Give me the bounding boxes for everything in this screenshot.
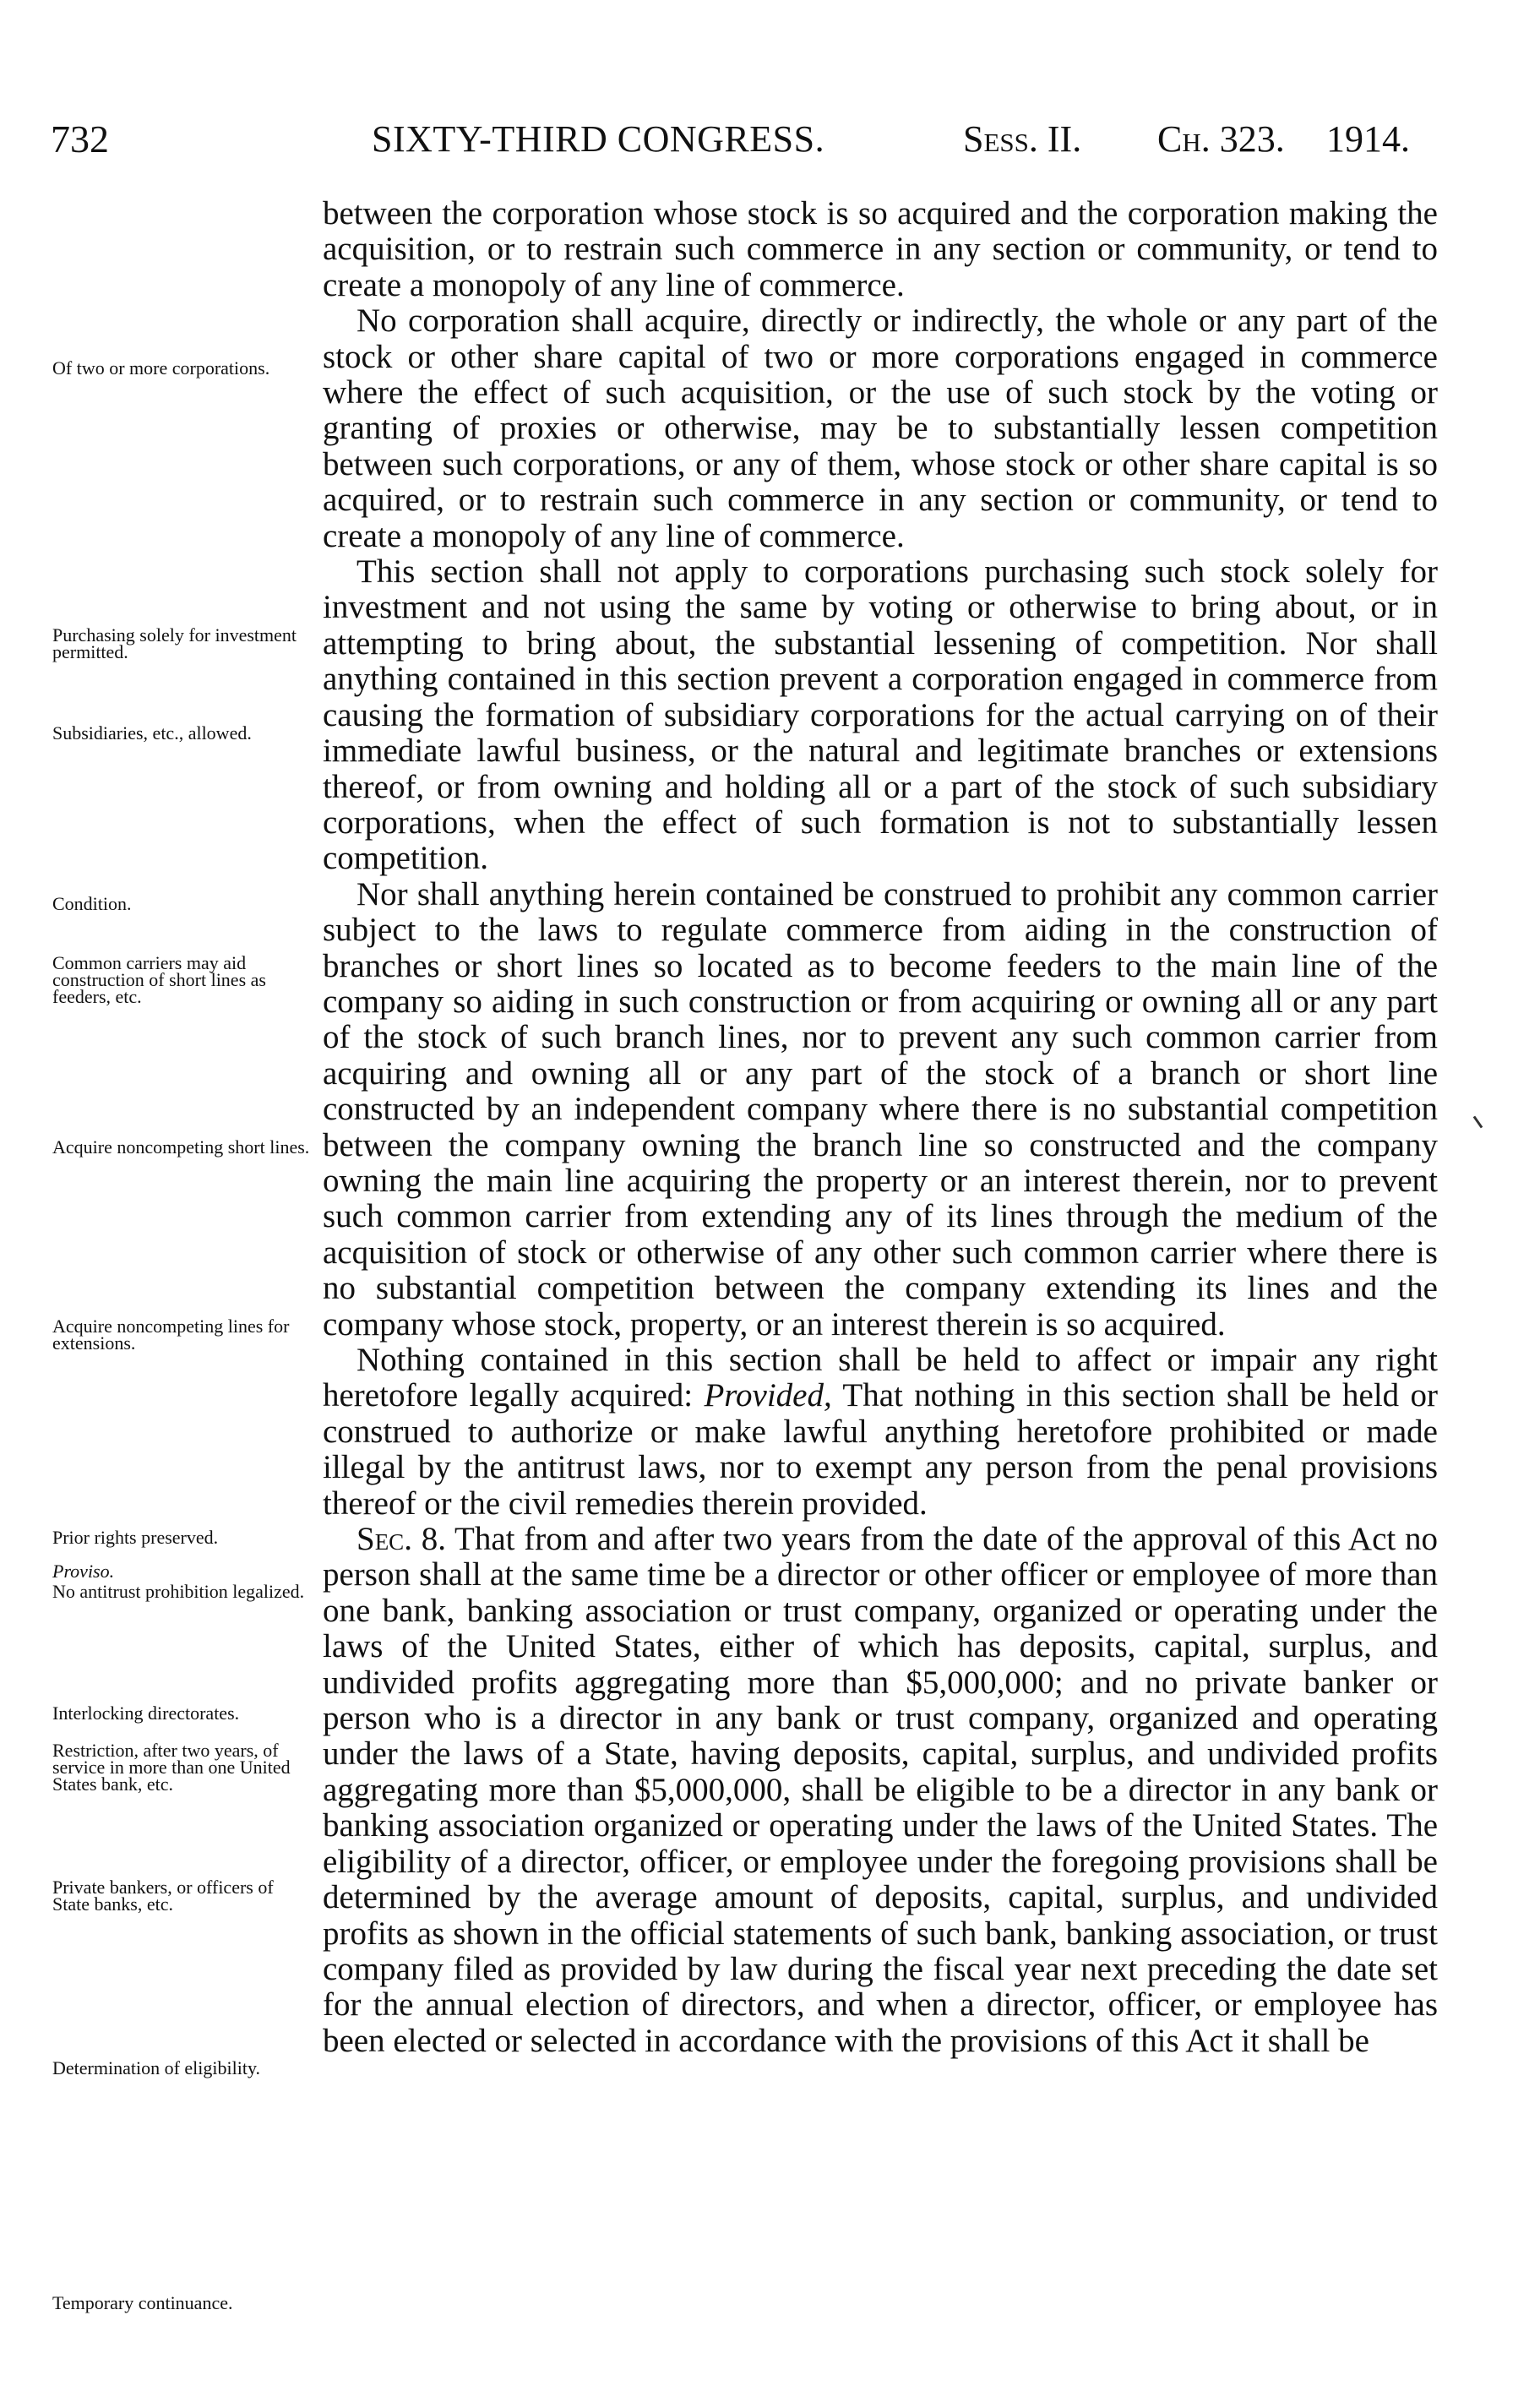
statute-text: [323, 196, 1438, 2059]
paragraph-prior-rights: [323, 1343, 1438, 1522]
header-session: Sess. II.: [963, 118, 1082, 160]
proviso-note: Proviso.: [52, 1561, 115, 1582]
section-number: Sec. 8.: [356, 1521, 446, 1558]
header-chapter: Ch. 323.: [1157, 118, 1285, 160]
margin-note-determination: Determination of eligibility.: [52, 2057, 261, 2078]
paragraph-acquisition-two-or-more: No corporation shall acquire, directly or indirectly, the whole or any part of the stock or other share capital of two or more corporations engaged in commerce where the effect of such acquisition, or the use of such stock by the voting or granting of proxies or otherwise, may be to substantially lessen competition between such corporations, or any of them, whose stock or other share capital is so acquired, or to restrain such commerce in any section or community, or tend to create a monopoly of any line of commerce.: [323, 302, 1438, 554]
paragraph-investment-subsidiaries: This section shall not apply to corporations purchasing such stock solely for investment and not using the same by voting or otherwise to bring about, or in attempting to bring about, the substantial lessening of competition. Nor shall anything contained in this section prevent a corporation engaged in commerce from causing the formation of subsidiary corporations for the actual carrying on of their immediate lawful business, or the natural and legitimate branches or extensions thereof, or from owning and holding all or a part of the stock of such subsidiary corporations, when the effect of such formation is not to substantially lessen competition.: [323, 553, 1438, 877]
margin-note-common-carriers: Common carriers may aid construction of short lines as feeders, etc.: [52, 952, 266, 1007]
margin-note-interlocking: Interlocking directorates.: [52, 1702, 240, 1724]
section-8-text: That from and after two years from the date of the approval of this Act no person shall at the same time be a director or other officer or employee of more than one bank, banking association or trust company, organized or operating under the laws of the United States, either of which has deposits, capital, surplus, and undivided profits aggregating more than $5,000,000; and no private banker or person who is a director in any bank or trust company, organized and operating under the laws of a State, having deposits, capital, surplus, and undivided profits aggregating more than $5,000,000, shall be eligible to be a director in any bank or banking association organized or operating under the laws of the United States. The eligibility of a director, officer, or employee under the foregoing provisions shall be determined by the average amount of deposits, capital, surplus, and undivided profits as shown in the official statements of such bank, banking association, or trust company filed as provided by law during the fiscal year next preceding the date set for the annual election of directors, and when a director, officer, or employee has been elected or selected in accordance with the provisions of this Act it shall be: [323, 1521, 1438, 2059]
margin-note-proviso: [52, 1563, 310, 1580]
paragraph-common-carriers: Nor shall anything herein contained be construed to prohibit any common carrier subject to the laws to regulate commerce from aiding in the construction of branches or short lines so located as to become feeders to the main line of the company so aiding in such construction or from acquiring or owning all or any part of the stock of such branch lines, nor to prevent any such common carrier from acquiring and owning all or any part of the stock of a branch or short line constructed by an independent company where there is no substantial competition between the company owning the branch line so constructed and the company owning the main line acquiring the property or an interest therein, nor to prevent such common carrier from extending any of its lines through the medium of the acquisition of stock or otherwise of any other such common carrier where there is no substantial competition between the company extending its lines and the company whose stock, property, or an interest therein is so acquired.: [323, 875, 1438, 1343]
proviso-text: That nothing in this section shall be held or construed to authorize or make lawful anything heretofore prohibited or made illegal by the antitrust laws, nor to exempt any person from the penal provisions thereof or the civil remedies therein provided.: [323, 1377, 1438, 1522]
margin-note-no-antitrust: No antitrust prohibition legalized.: [52, 1581, 305, 1602]
margin-note-prior-rights: Prior rights preserved.: [52, 1527, 219, 1548]
paragraph-continuation: between the corporation whose stock is so acquired and the corporation making the acquisition, or to restrain such commerce in any section or community, or tend to create a monopoly of any line of commerce.: [323, 195, 1438, 303]
margin-note-private-bankers: Private bankers, or officers of State banks, etc.: [52, 1877, 274, 1915]
header-year: 1914.: [1326, 118, 1410, 160]
proviso-word: Provided,: [704, 1377, 832, 1414]
margin-note-restriction: Restriction, after two years, of service in more than one United States bank, etc.: [52, 1740, 291, 1795]
page-number: 732: [51, 117, 109, 161]
header-title: SIXTY-THIRD CONGRESS.: [372, 118, 825, 160]
margin-note-acquire-extensions: Acquire noncompeting lines for extensions.: [52, 1316, 290, 1354]
margin-note-condition: Condition.: [52, 893, 132, 914]
margin-note-acquire-short: Acquire noncompeting short lines.: [52, 1136, 310, 1158]
prior-rights-text: Nothing contained in this section shall be held to affect or impair any right heretofore legally acquired:: [323, 1342, 1438, 1414]
margin-note-two-or-more: Of two or more corporations.: [52, 357, 270, 379]
margin-note-temporary: Temporary continuance.: [52, 2292, 233, 2313]
margin-note-subsidiaries: Subsidiaries, etc., allowed.: [52, 722, 252, 744]
stray-ink-mark: [1473, 1116, 1483, 1129]
running-header: [51, 110, 1430, 169]
paragraph-section-8: [323, 1522, 1438, 2059]
margin-note-investment: Purchasing solely for investment permitted.: [52, 624, 297, 662]
